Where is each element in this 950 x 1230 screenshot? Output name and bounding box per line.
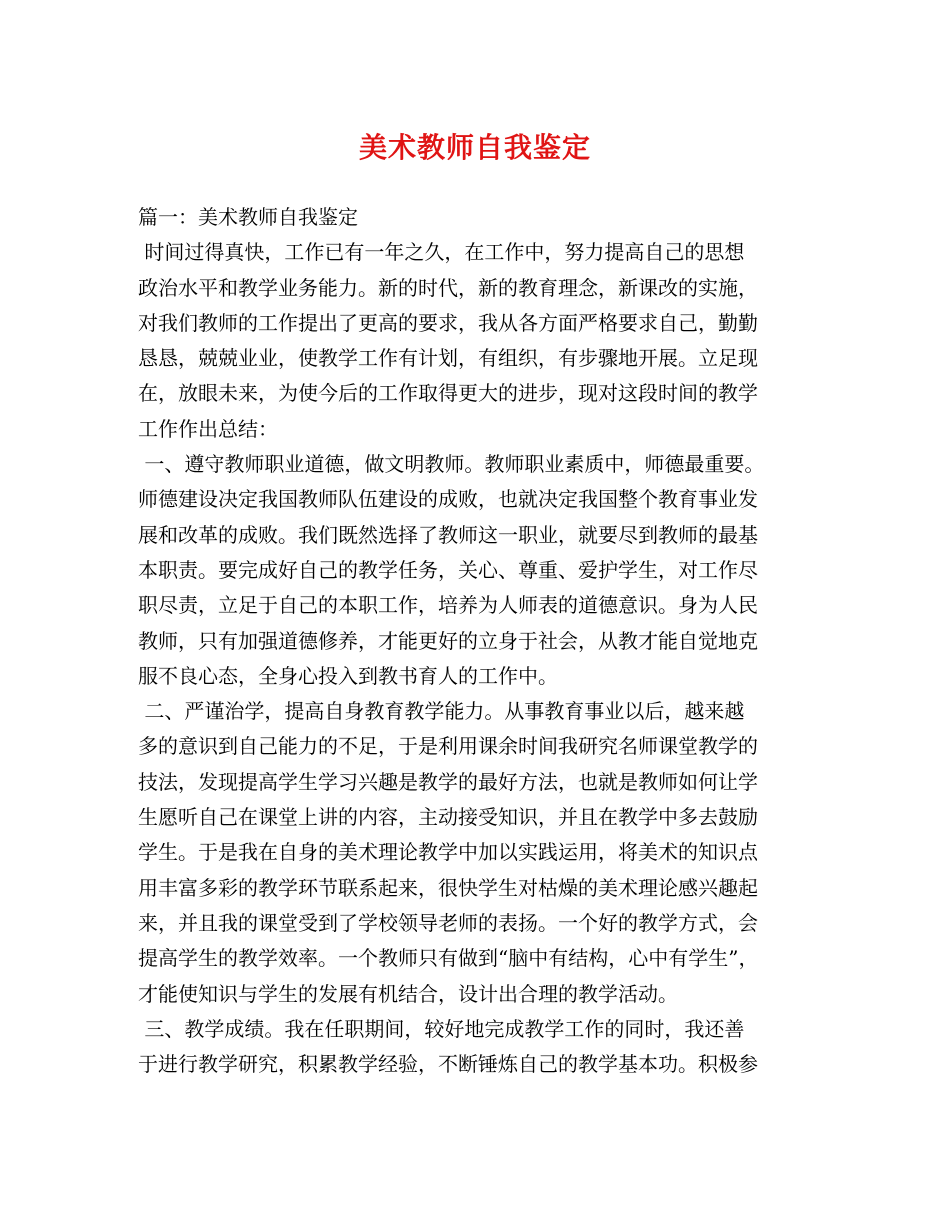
- text-line: 教师，只有加强道德修养，才能更好的立身于社会，从教才能自觉地克: [138, 628, 758, 653]
- text-line: 多的意识到自己能力的不足，于是利用课余时间我研究名师课堂教学的: [138, 734, 758, 759]
- text-line: 本职责。要完成好自己的教学任务，关心、尊重、爱护学生，对工作尽: [138, 557, 758, 582]
- text-line: 时间过得真快，工作已有一年之久，在工作中，努力提高自己的思想: [138, 240, 745, 265]
- text-line: 工作作出总结：: [138, 416, 278, 441]
- text-line: 展和改革的成败。我们既然选择了教师这一职业，就要尽到教师的最基: [138, 522, 758, 547]
- text-line: 于进行教学研究，积累教学经验，不断锤炼自己的教学基本功。积极参: [138, 1052, 758, 1077]
- text-line: 政治水平和教学业务能力。新的时代，新的教育理念，新课改的实施，: [138, 275, 758, 300]
- text-line: 对我们教师的工作提出了更高的要求，我从各方面严格要求自己，勤勤: [138, 310, 758, 335]
- text-line: 恳恳，兢兢业业，使教学工作有计划，有组织，有步骤地开展。立足现: [138, 346, 758, 371]
- text-line: 师德建设决定我国教师队伍建设的成败，也就决定我国整个教育事业发: [138, 487, 758, 512]
- text-line: 才能使知识与学生的发展有机结合，设计出合理的教学活动。: [138, 981, 678, 1006]
- text-line: 学生。于是我在自身的美术理论教学中加以实践运用，将美术的知识点: [138, 840, 758, 865]
- text-line: 三、教学成绩。我在任职期间，较好地完成教学工作的同时，我还善: [138, 1016, 745, 1041]
- text-line: 来，并且我的课堂受到了学校领导老师的表扬。一个好的教学方式，会: [138, 910, 758, 935]
- document-body: [138, 200, 838, 1082]
- text-line: 用丰富多彩的教学环节联系起来，很快学生对枯燥的美术理论感兴趣起: [138, 875, 758, 900]
- text-line: 二、严谨治学，提高自身教育教学能力。从事教育事业以后，越来越: [138, 699, 745, 724]
- text-line: 技法，发现提高学生学习兴趣是教学的最好方法，也就是教师如何让学: [138, 769, 758, 794]
- text-line: 职尽责，立足于自己的本职工作，培养为人师表的道德意识。身为人民: [138, 593, 758, 618]
- text-line: 服不良心态，全身心投入到教书育人的工作中。: [138, 663, 558, 688]
- text-line: 在，放眼未来，为使今后的工作取得更大的进步，现对这段时间的教学: [138, 381, 758, 406]
- text-line: 篇一：美术教师自我鉴定: [138, 205, 358, 229]
- text-line: 一、遵守教师职业道德，做文明教师。教师职业素质中，师德最重要。: [138, 452, 765, 477]
- text-line: 提高学生的教学效率。一个教师只有做到“脑中有结构，心中有学生”，: [138, 946, 759, 971]
- text-line: 生愿听自己在课堂上讲的内容，主动接受知识，并且在教学中多去鼓励: [138, 805, 758, 830]
- document-title: 美术教师自我鉴定: [358, 131, 591, 164]
